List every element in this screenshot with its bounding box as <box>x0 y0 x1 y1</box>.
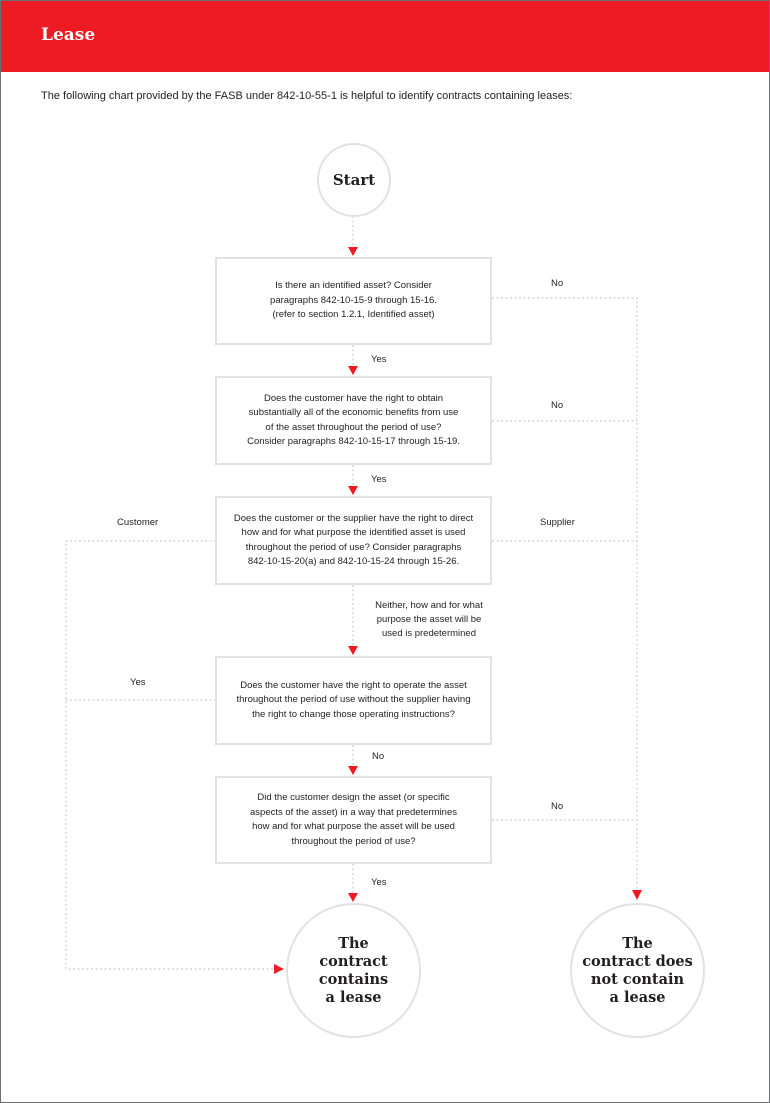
q5-box <box>215 776 492 864</box>
q3-text: Does the customer or the supplier have the right to direct how and for what purpose the identified asset is used throughout the period of use? Consider paragraphs 842-10-15-20(a) and 842-10-15-24 through 15-26. <box>233 512 474 567</box>
arrowhead-q1 <box>348 247 358 256</box>
q2-yes-label: Yes <box>371 474 387 485</box>
q5-text: Did the customer design the asset (or specific aspects of the asset) in a way that predetermines how and for what purpose the asset will be used throughout the period of use? <box>250 792 457 847</box>
q4-text: Does the customer have the right to operate the asset throughout the period of use without the supplier having the right to change those operating instructions? <box>236 679 471 720</box>
end-contains-lease-label: The contract contains a lease <box>318 934 389 1006</box>
q1-box <box>215 257 492 345</box>
start-label: Start <box>332 171 376 189</box>
q4-box <box>215 656 492 745</box>
arrowhead-end-no-lease <box>632 890 642 900</box>
end-contains-lease-node <box>286 903 421 1038</box>
q3-box <box>215 496 492 585</box>
arrowhead-q5 <box>348 766 358 775</box>
arrowhead-end-lease-top <box>348 893 358 902</box>
q3-customer-label: Customer <box>117 517 159 528</box>
q3-supplier-label: Supplier <box>540 517 575 528</box>
q4-no-label: No <box>372 751 385 762</box>
arrowhead-end-lease-left <box>274 964 284 974</box>
start-node <box>317 143 391 217</box>
q3-neither-label: Neither, how and for what purpose the asset will be used is predetermined <box>375 600 483 639</box>
arrowhead-q3 <box>348 486 358 495</box>
q5-yes-label: Yes <box>371 877 387 888</box>
intro-text: The following chart provided by the FASB under 842-10-55-1 is helpful to identify contracts containing leases: <box>41 90 573 102</box>
connector-q1-no <box>492 298 637 890</box>
q2-text: Does the customer have the right to obtain substantially all of the economic benefits from use of the asset throughout the period of use? Consider paragraphs 842-10-15-17 through 15-19. <box>247 392 460 447</box>
end-no-lease-node <box>570 903 705 1038</box>
end-no-lease-label: The contract does not contain a lease <box>582 934 693 1006</box>
q1-text: Is there an identified asset? Consider paragraphs 842-10-15-9 through 15-16. (refer to section 1.2.1, Identified asset) <box>270 280 437 321</box>
q5-no-label: No <box>551 801 564 812</box>
q2-no-label: No <box>551 400 564 411</box>
arrowhead-q2 <box>348 366 358 375</box>
q1-yes-label: Yes <box>371 354 387 365</box>
q2-box <box>215 376 492 465</box>
page-title: Lease <box>41 25 96 45</box>
arrowhead-q4 <box>348 646 358 655</box>
q4-yes-label: Yes <box>130 677 146 688</box>
q1-no-label: No <box>551 278 564 289</box>
connector-q3-customer <box>66 541 274 969</box>
